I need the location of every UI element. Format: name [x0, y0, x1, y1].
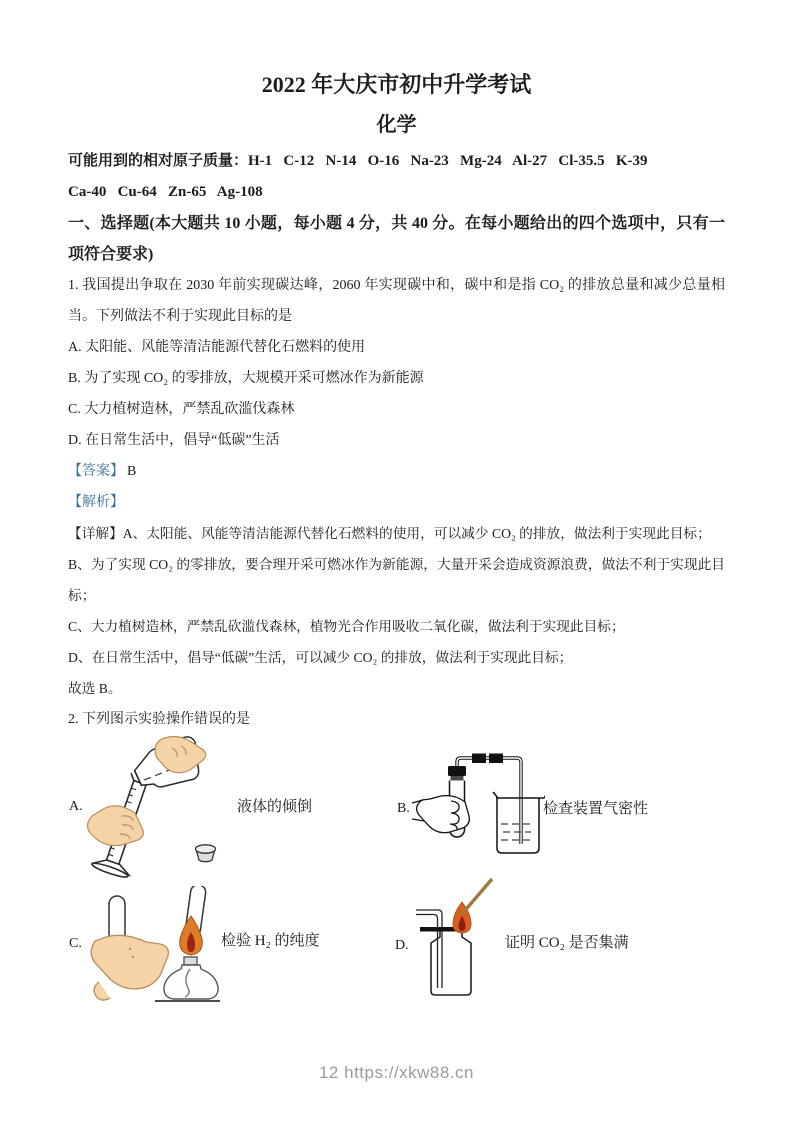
detail-paragraph-b: B、为了实现 CO₂ 的零排放，要合理开采可燃冰作为新能源，大量开采会造成资源浪费，做法不利于实现此目标；	[68, 557, 725, 603]
figure-d-label: D.	[395, 938, 409, 953]
atomic-masses-line1: 可能用到的相对原子质量：H-1 C-12 N-14 O-16 Na-23 Mg-24 Al-27 Cl-35.5 K-39	[68, 153, 648, 169]
glass-plate-icon	[420, 927, 458, 932]
page-title: 2022 年大庆市初中升学考试	[261, 72, 532, 97]
figure-d-caption: 证明 CO₂ 是否集满	[505, 935, 629, 951]
question1-stem: 1. 我国提出争取在 2030 年前实现碳达峰，2060 年实现碳中和，碳中和是指 CO₂ 的排放总量和减少总量相当。下列做法不利于实现此目标的是	[68, 278, 725, 324]
figure-c-label: C.	[69, 936, 82, 951]
figure-a-caption: 液体的倾倒	[237, 799, 313, 815]
detail-paragraph-c: C、大力植树造林，严禁乱砍滥伐森林，植物光合作用吸收二氧化碳，做法利于实现此目标；	[68, 619, 625, 634]
pouring-liquid-illustration	[80, 736, 230, 886]
tube-connector-icon	[489, 754, 503, 764]
figure-b-caption: 检查装置气密性	[543, 801, 649, 817]
question2-stem: 2. 下列图示实验操作错误的是	[68, 712, 250, 727]
detail-label: 【详解】	[68, 526, 123, 541]
airtightness-check-illustration	[410, 752, 545, 860]
detail-paragraph-d: D、在日常生活中，倡导“低碳”生活，可以减少 CO₂ 的排放，做法利于实现此目标；	[68, 650, 573, 665]
figure-b-label: B.	[397, 801, 410, 816]
detail-conclusion: 故选 B。	[68, 681, 122, 696]
detail-text-a: A、太阳能、风能等清洁能源代替化石燃料的使用，可以减少 CO₂ 的排放，做法利于实现此目标；	[122, 526, 711, 541]
analysis-label: 【解析】	[68, 495, 124, 510]
footer-site-url: https://xkw88.cn	[344, 1063, 475, 1082]
footer	[0, 1063, 793, 1083]
co2-full-test-illustration	[416, 876, 496, 998]
subject-title: 化学	[376, 114, 417, 136]
figure-a-label: A.	[69, 799, 83, 814]
detail-paragraph-a	[68, 518, 725, 549]
question1-option-a: A. 太阳能、风能等清洁能源代替化石燃料的使用	[68, 340, 366, 355]
answer-label: 【答案】	[68, 464, 124, 479]
analysis-line	[68, 487, 725, 518]
flame-icon	[453, 902, 471, 933]
atomic-masses-line2: Ca-40 Cu-64 Zn-65 Ag-108	[68, 184, 263, 200]
wood-splint-icon	[462, 879, 492, 914]
question1-option-d: D. 在日常生活中，倡导“低碳”生活	[68, 433, 280, 448]
tube-connector-icon	[472, 754, 486, 764]
h2-purity-test-illustration	[85, 886, 220, 1004]
question1-option-c: C. 大力植树造林，严禁乱砍滥伐森林	[68, 402, 295, 417]
flame-icon	[180, 916, 203, 955]
figure-c-caption: 检验 H₂ 的纯度	[221, 933, 320, 949]
answer-line	[68, 456, 725, 487]
answer-value: B	[127, 464, 137, 479]
question1-option-b: B. 为了实现 CO₂ 的零排放，大规模开采可燃冰作为新能源	[68, 371, 424, 386]
section1-heading: 一、选择题(本大题共 10 小题，每小题 4 分，共 40 分。在每小题给出的四个选项中，只有一项符合要求)	[68, 215, 725, 263]
footer-page-number: 12	[318, 1063, 339, 1082]
